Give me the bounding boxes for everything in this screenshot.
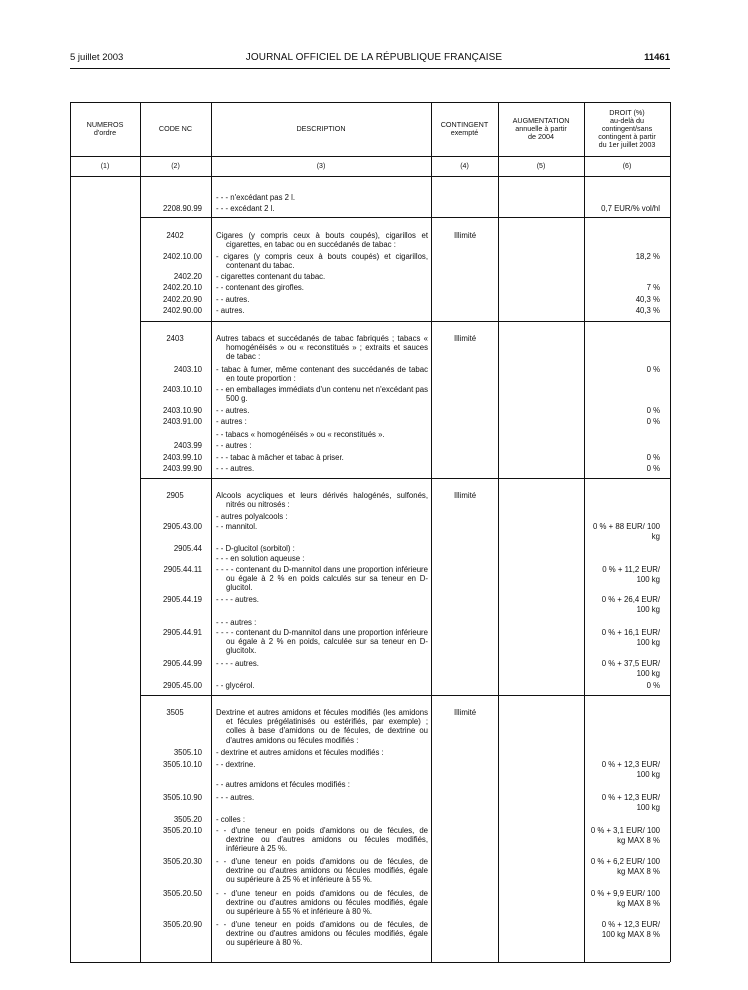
row-description: - - - n'excédant pas 2 l. <box>216 193 296 202</box>
row-code: 2905.45.00 <box>162 681 202 690</box>
row-rate: 0 % + 37,5 EUR/ 100 kg <box>601 659 660 678</box>
table-column-divider <box>584 102 585 962</box>
column-number: (6) <box>622 163 632 170</box>
column-header: DESCRIPTION <box>296 124 346 133</box>
row-rate: 0 % <box>646 453 660 462</box>
row-description: - - dextrine. <box>216 760 256 769</box>
column-number: (5) <box>536 163 546 170</box>
row-rate: 0 % <box>646 417 660 426</box>
row-code: 3505.20.10 <box>162 826 202 835</box>
column-header: DROIT (%) au-delà du contingent/sans contingent à partir du 1er juillet 2003 <box>598 108 656 149</box>
row-code: 2905 <box>166 491 184 500</box>
row-description: - - d'une teneur en poids d'amidons ou de fécules, de dextrine ou d'autres amidons ou fécules modifiés, égale ou supérieure à 25 % et inférieure à 55 %. <box>216 857 428 885</box>
table-column-divider <box>498 102 499 962</box>
table-column-divider <box>211 102 212 962</box>
row-description: - cigares (y compris ceux à bouts coupés) et cigarillos, contenant du tabac. <box>216 252 428 271</box>
row-description: - - glycérol. <box>216 681 255 690</box>
row-code: 2403.10 <box>173 365 202 374</box>
group-separator <box>140 478 670 479</box>
table-column-divider <box>431 102 432 962</box>
row-description: - - - autres : <box>216 618 257 627</box>
row-description: - - - en solution aqueuse : <box>216 554 305 563</box>
row-rate: 0 % + 26,4 EUR/ 100 kg <box>601 595 660 614</box>
row-code: 3505.10.90 <box>162 793 202 802</box>
row-description: - colles : <box>216 815 246 824</box>
row-description: - - - tabac à mâcher et tabac à priser. <box>216 453 344 462</box>
group-separator <box>140 321 670 322</box>
row-rate: 0 % <box>646 406 660 415</box>
row-description: Dextrine et autres amidons et fécules modifiés (les amidons et fécules prégélatinisés ou estérifiés, par exemple) ; colles à base d'amidons ou de fécules, de dextrine ou d'autres amidons ou fécules modifiés : <box>216 708 428 745</box>
row-rate: 0 % + 12,3 EUR/ 100 kg <box>601 760 660 779</box>
row-contingent: Illimité <box>454 708 477 717</box>
row-code: 2402.10.00 <box>162 252 202 261</box>
row-rate: 0 % + 88 EUR/ 100 kg <box>593 522 660 541</box>
row-code: 2208.90.99 <box>162 204 202 213</box>
column-number: (4) <box>460 163 469 170</box>
row-code: 2403.10.10 <box>162 385 202 394</box>
row-code: 3505.10 <box>173 748 202 757</box>
row-code: 2403.10.90 <box>162 406 202 415</box>
row-contingent: Illimité <box>454 491 477 500</box>
row-description: Cigares (y compris ceux à bouts coupés), cigarillos et cigarettes, en tabac ou en succédanés de tabac : <box>216 231 428 250</box>
row-description: Autres tabacs et succédanés de tabac fabriqués ; tabacs « homogénéisés » ou « reconstitués » ; extraits et sauces de tabac : <box>216 334 428 362</box>
column-number: (1) <box>100 163 110 170</box>
row-description: - - - autres. <box>216 793 255 802</box>
row-description: - tabac à fumer, même contenant des succédanés de tabac en toute proportion : <box>216 365 428 384</box>
row-description: - - autres amidons et fécules modifiés : <box>216 780 350 789</box>
group-separator <box>140 217 670 218</box>
row-description: Alcools acycliques et leurs dérivés halogénés, sulfonés, nitrés ou nitrosés : <box>216 491 428 510</box>
row-description: - - autres. <box>216 295 250 304</box>
header-date: 5 juillet 2003 <box>70 52 124 63</box>
row-code: 2905.44.91 <box>162 628 202 637</box>
row-description: - - tabacs « homogénéisés » ou « reconstitués ». <box>216 430 385 439</box>
row-code: 2402.20 <box>173 272 202 281</box>
row-rate: 0 % + 16,1 EUR/ 100 kg <box>601 628 660 647</box>
table-top-border <box>70 102 670 103</box>
column-header: CONTINGENT exempté <box>440 120 489 137</box>
row-rate: 40,3 % <box>635 306 660 315</box>
row-rate: 0 % <box>646 365 660 374</box>
row-contingent: Illimité <box>454 334 477 343</box>
row-rate: 0 % + 9,9 EUR/ 100 kg MAX 8 % <box>590 889 660 908</box>
row-rate: 0 % <box>646 681 660 690</box>
row-code: 2402.90.00 <box>162 306 202 315</box>
column-number: (3) <box>316 163 326 170</box>
row-description: - - autres. <box>216 406 250 415</box>
row-description: - cigarettes contenant du tabac. <box>216 272 326 281</box>
row-description: - - - - contenant du D-mannitol dans une proportion inférieure ou égale à 2 % en poids, calculée sur sa teneur en D-glucitolx. <box>216 628 428 656</box>
row-description: - - - - autres. <box>216 659 259 668</box>
row-description: - - mannitol. <box>216 522 258 531</box>
table-colnum-border <box>70 176 670 177</box>
row-code: 2905.43.00 <box>162 522 202 531</box>
row-code: 2403.91.00 <box>162 417 202 426</box>
row-code: 3505 <box>166 708 184 717</box>
row-description: - autres : <box>216 417 247 426</box>
row-code: 2905.44 <box>173 544 202 553</box>
row-description: - - d'une teneur en poids d'amidons ou de fécules, de dextrine ou d'autres amidons ou fécules modifiés, inférieure à 25 %. <box>216 826 428 854</box>
row-description: - - - autres. <box>216 464 255 473</box>
row-code: 2403.99.10 <box>162 453 202 462</box>
row-code: 3505.10.10 <box>162 760 202 769</box>
table-bottom-border <box>70 962 670 963</box>
table-column-divider <box>670 102 671 962</box>
row-description: - - D-glucitol (sorbitol) : <box>216 544 295 553</box>
row-rate: 0 % + 6,2 EUR/ 100 kg MAX 8 % <box>590 857 660 876</box>
row-description: - - en emballages immédiats d'un contenu net n'excédant pas 500 g. <box>216 385 428 404</box>
column-header: CODE NC <box>158 124 193 133</box>
row-rate: 40,3 % <box>635 295 660 304</box>
row-rate: 0 % + 3,1 EUR/ 100 kg MAX 8 % <box>590 826 660 845</box>
row-rate: 0 % <box>646 464 660 473</box>
row-code: 2905.44.11 <box>163 565 202 574</box>
row-code: 2403 <box>166 334 184 343</box>
header-title: JOURNAL OFFICIEL DE LA RÉPUBLIQUE FRANÇAISE <box>245 52 503 63</box>
column-header: NUMEROS d'ordre <box>86 120 124 137</box>
row-rate: 0 % + 12,3 EUR/ 100 kg <box>601 793 660 812</box>
group-separator <box>140 695 670 696</box>
row-description: - - - - contenant du D-mannitol dans une proportion inférieure ou égale à 2 % en poids calculés sur sa teneur en D-glucitol. <box>216 565 428 593</box>
row-code: 2905.44.99 <box>162 659 202 668</box>
row-description: - autres. <box>216 306 245 315</box>
row-description: - autres polyalcools : <box>216 512 288 521</box>
column-header: AUGMENTATION annuelle à partir de 2004 <box>512 116 570 141</box>
row-description: - - autres : <box>216 441 252 450</box>
row-description: - - - excédant 2 l. <box>216 204 275 213</box>
column-number: (2) <box>171 163 180 170</box>
row-code: 3505.20.50 <box>162 889 202 898</box>
row-code: 2905.44.19 <box>162 595 202 604</box>
row-contingent: Illimité <box>454 231 477 240</box>
table-column-divider <box>70 102 71 962</box>
row-code: 2403.99 <box>173 441 202 450</box>
row-code: 3505.20 <box>173 815 202 824</box>
row-description: - - d'une teneur en poids d'amidons ou de fécules, de dextrine ou d'autres amidons ou fécules modifiés, égale ou supérieure à 55 % et inférieure à 80 %. <box>216 889 428 917</box>
row-rate: 0 % + 11,2 EUR/ 100 kg <box>602 565 660 584</box>
row-code: 2402.20.10 <box>162 283 202 292</box>
row-description: - dextrine et autres amidons et fécules modifiés : <box>216 748 384 757</box>
row-rate: 7 % <box>646 283 660 292</box>
row-code: 2402 <box>166 231 184 240</box>
table-header-border <box>70 156 670 157</box>
row-description: - - - - autres. <box>216 595 259 604</box>
row-description: - - contenant des girofles. <box>216 283 304 292</box>
row-code: 3505.20.30 <box>162 857 202 866</box>
row-description: - - d'une teneur en poids d'amidons ou de fécules, de dextrine ou d'autres amidons ou fécules modifiés, égale ou supérieure à 80 %. <box>216 920 428 948</box>
row-code: 2403.99.90 <box>162 464 202 473</box>
row-rate: 0 % + 12,3 EUR/ 100 kg MAX 8 % <box>601 920 660 939</box>
row-code: 2402.20.90 <box>162 295 202 304</box>
row-code: 3505.20.90 <box>162 920 202 929</box>
header-rule <box>70 68 670 69</box>
header-page-number: 11461 <box>644 52 670 63</box>
row-rate: 0,7 EUR/% vol/hl <box>601 204 660 213</box>
row-rate: 18,2 % <box>635 252 660 261</box>
